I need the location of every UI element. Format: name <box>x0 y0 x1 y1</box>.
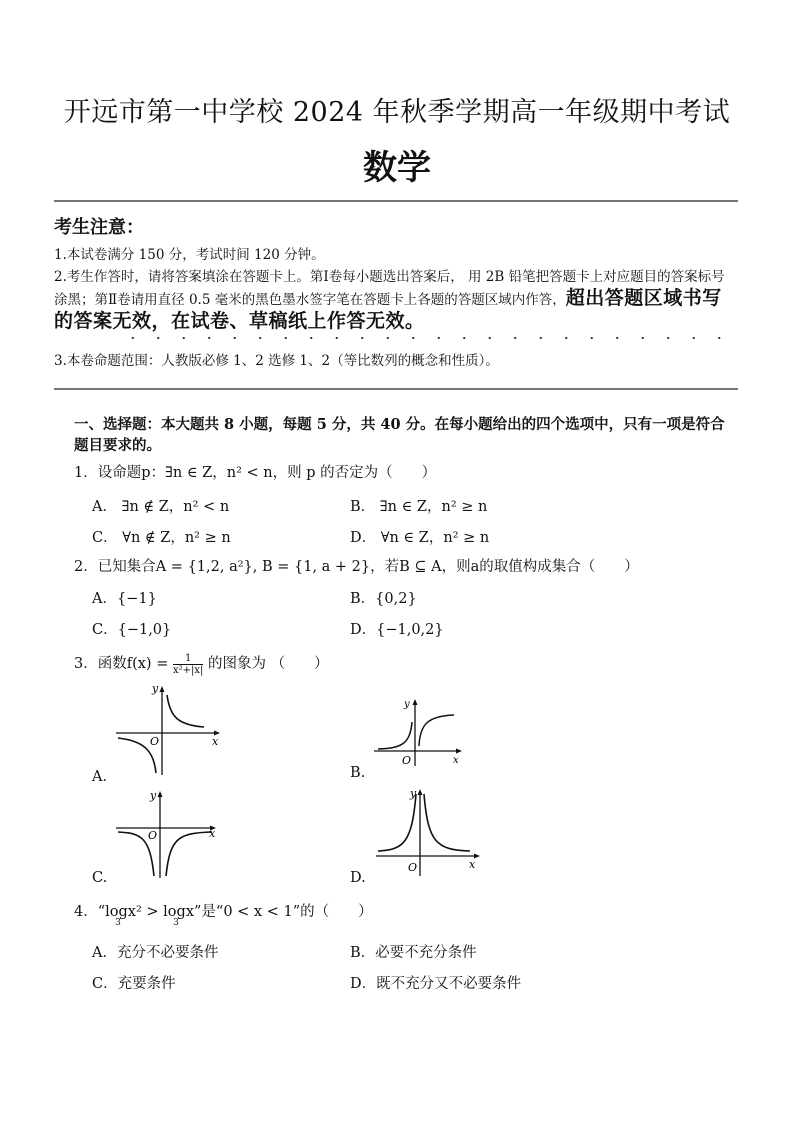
q4-arg-1: x² <box>127 904 142 920</box>
q3-fraction-numerator: 1 <box>173 653 203 665</box>
q3-stem-before: 3．函数f(x) = <box>74 656 169 672</box>
q3-option-b: B. <box>350 765 366 781</box>
q4-log-2-base: 3 <box>173 918 179 928</box>
q1-option-d: D． ∀n ∈ Z，n² ≥ n <box>350 530 490 546</box>
q4-log-1-base: 3 <box>115 918 121 928</box>
section-1-heading: 一、选择题：本大题共 8 小题，每题 5 分，共 40 分。在每小题给出的四个选项中，只有一项是符合题目要求的。 <box>74 416 725 454</box>
q3-graph-b-origin: O <box>402 754 412 767</box>
q3-graph-c-origin: O <box>148 829 158 842</box>
q3-graph-b-y-label: y <box>404 699 410 710</box>
q3-option-d: D. <box>350 870 366 886</box>
q3-fraction-denominator: x²+|x| <box>172 664 204 676</box>
q1-option-b: B． ∃n ∈ Z，n² ≥ n <box>350 499 488 515</box>
q1-option-a: A． ∃n ∉ Z，n² < n <box>92 499 230 515</box>
exam-title: 开远市第一中学校 2024 年秋季学期高一年级期中考试 <box>63 97 731 128</box>
top-divider <box>54 200 738 202</box>
notice-item-1: 1.本试卷满分 150 分，考试时间 120 分钟。 <box>54 247 325 263</box>
q1-stem: 1．设命题p：∃n ∈ Z，n² < n，则 p 的否定为（ ） <box>74 465 437 481</box>
notice-item-2-text: 2.考生作答时，请将答案填涂在答题卡上。第Ⅰ卷每小题选出答案后， 用 2B 铅笔把答题卡上对应题目的答案标号涂黑；第Ⅱ卷请用直径 0.5 毫米的黑色墨水签字笔在答题卡上各题的答题区域内作答， <box>54 269 725 308</box>
subject-title: 数学 <box>363 148 431 188</box>
q3-graph-c <box>112 788 224 880</box>
q1-option-c: C． ∀n ∉ Z，n² ≥ n <box>92 530 231 546</box>
q3-graph-d-origin: O <box>408 861 418 874</box>
q3-graph-d <box>372 786 484 878</box>
q4-arg-2: x <box>185 904 195 920</box>
q2-option-c: C．{−1,0} <box>92 622 172 638</box>
q4-log-1-text: log <box>105 904 128 920</box>
q4-log-2 <box>163 904 186 928</box>
q4-open-quote: 4．“ <box>74 904 106 920</box>
notice-bottom-divider <box>54 388 738 390</box>
q3-option-a: A． <box>92 769 117 785</box>
q3-graph-d-x-label: x <box>469 858 476 871</box>
q2-option-a: A．{−1} <box>92 591 157 607</box>
q2-stem: 2．已知集合A = {1,2, a²}, B = {1, a + 2}，若B ⊆ A，则a的取值构成集合（ ） <box>74 559 639 575</box>
q4-option-c: C．充要条件 <box>92 976 176 992</box>
q3-graph-c-x-label: x <box>209 827 216 840</box>
notice-heading: 考生注意： <box>54 217 144 238</box>
q3-option-c: C. <box>92 870 108 886</box>
q4-log-1 <box>105 904 128 928</box>
q2-option-d: D．{−1,0,2} <box>350 622 444 638</box>
q4-stem <box>74 900 373 928</box>
q4-option-d: D．既不充分又不必要条件 <box>350 976 522 992</box>
q3-graph-a-origin: O <box>150 735 160 748</box>
q3-graph-c-y-label: y <box>150 789 157 802</box>
q3-graph-b-x-label: x <box>453 755 459 766</box>
q3-stem-after: 的图象为 （ ） <box>207 656 329 672</box>
q3-graph-a-x-label: x <box>212 735 219 748</box>
q3-graph-b <box>372 696 467 768</box>
q4-log-2-text: log <box>163 904 186 920</box>
q3-fraction <box>173 653 203 676</box>
q2-option-b: B．{0,2} <box>350 591 417 607</box>
notice-item-2 <box>54 267 738 334</box>
q4-gt: > <box>141 904 164 920</box>
q4-option-b: B．必要不充分条件 <box>350 945 477 961</box>
q4-stem-rest: ”是“0 < x < 1”的（ ） <box>194 904 373 920</box>
q4-option-a: A．充分不必要条件 <box>92 945 219 961</box>
notice-item-2-emphasis: 超出答题区域书写的答案无效，在试卷、草稿纸上作答无效。 <box>54 287 722 332</box>
q3-graph-a-y-label: y <box>152 683 159 695</box>
notice-item-3: 3.本卷命题范围：人教版必修 1、2 选修 1、2（等比数列的概念和性质）。 <box>54 353 499 369</box>
q3-stem <box>74 652 329 676</box>
emphasis-dots <box>120 336 730 340</box>
q3-graph-a <box>112 683 224 778</box>
q3-graph-d-y-label: y <box>410 787 417 800</box>
